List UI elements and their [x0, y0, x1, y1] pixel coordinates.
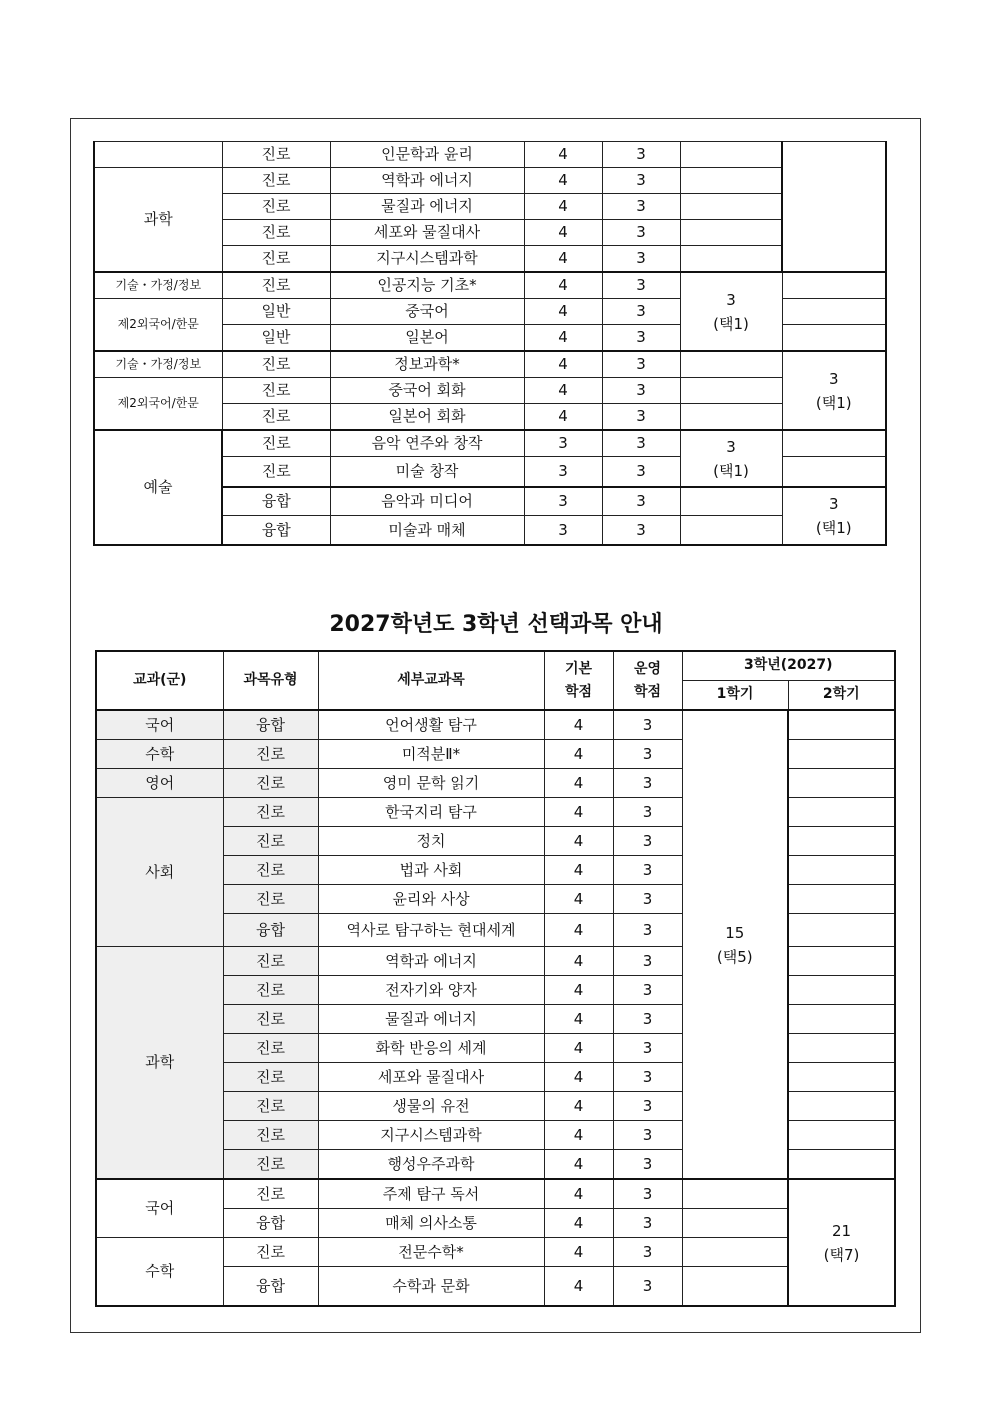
group-cell: 기술・가정/정보	[94, 351, 222, 378]
op-credit-cell: 3	[613, 885, 682, 914]
type-cell: 진로	[222, 272, 330, 299]
type-cell: 진로	[223, 1150, 318, 1180]
sem1-cell	[680, 194, 782, 220]
op-credit-cell: 3	[602, 168, 680, 194]
op-credit-cell: 3	[602, 404, 680, 431]
group-cell: 기술・가정/정보	[94, 272, 222, 299]
sem2-cell	[788, 827, 895, 856]
base-credit-cell: 4	[544, 1121, 613, 1150]
subject-cell: 역사로 탐구하는 현대세계	[318, 914, 544, 947]
select-count: 3	[828, 369, 839, 388]
op-credit-cell: 3	[613, 710, 682, 740]
sem2-cell	[788, 976, 895, 1005]
sem2-cell	[782, 299, 886, 325]
group-cell: 수학	[96, 740, 223, 769]
group-cell: 국어	[96, 710, 223, 740]
select-note: (택1)	[713, 314, 749, 333]
base-credit-cell: 4	[544, 1179, 613, 1209]
op-credit-cell: 3	[613, 914, 682, 947]
sem1-cell	[682, 1267, 788, 1307]
sem2-cell	[788, 1034, 895, 1063]
sem2-cell	[782, 430, 886, 457]
subject-cell: 정보과학*	[330, 351, 524, 378]
sem2-cell	[788, 1092, 895, 1121]
op-credit-cell: 3	[613, 1209, 682, 1238]
base-credit-cell: 4	[524, 351, 602, 378]
subject-cell: 전문수학*	[318, 1238, 544, 1267]
subject-cell: 음악 연주와 창작	[330, 430, 524, 457]
sem2-select-cell	[782, 487, 886, 545]
type-cell: 진로	[222, 351, 330, 378]
header-row	[96, 651, 895, 681]
op-credit-cell: 3	[613, 976, 682, 1005]
subject-cell: 정치	[318, 827, 544, 856]
type-cell: 진로	[223, 885, 318, 914]
type-cell: 진로	[223, 1063, 318, 1092]
group-cell: 제2외국어/한문	[94, 299, 222, 352]
sem2-cell	[782, 457, 886, 488]
subject-cell: 한국지리 탐구	[318, 798, 544, 827]
table-row	[96, 710, 895, 740]
type-cell: 진로	[223, 947, 318, 976]
subject-cell: 역학과 에너지	[318, 947, 544, 976]
base-credit-cell: 4	[544, 1267, 613, 1307]
base-credit-cell: 3	[524, 430, 602, 457]
header-type: 과목유형	[223, 651, 318, 710]
subject-cell: 매체 의사소통	[318, 1209, 544, 1238]
base-credit-cell: 4	[544, 947, 613, 976]
group-cell: 국어	[96, 1179, 223, 1238]
op-credit-cell: 3	[613, 827, 682, 856]
base-credit-cell: 3	[524, 487, 602, 516]
base-credit-cell: 4	[544, 1063, 613, 1092]
sem2-cell	[788, 1121, 895, 1150]
type-cell: 일반	[222, 299, 330, 325]
sem2-cell	[788, 740, 895, 769]
sem2-cell	[788, 1150, 895, 1180]
base-credit-cell: 4	[544, 1209, 613, 1238]
base-credit-cell: 4	[544, 1005, 613, 1034]
subject-cell: 지구시스템과학	[330, 246, 524, 273]
subject-cell: 인공지능 기초*	[330, 272, 524, 299]
sem1-cell	[680, 351, 782, 378]
sem1-cell	[682, 1179, 788, 1209]
subject-cell: 물질과 에너지	[330, 194, 524, 220]
op-credit-cell: 3	[613, 1238, 682, 1267]
group-cell: 수학	[96, 1238, 223, 1307]
type-cell: 진로	[223, 1034, 318, 1063]
header-base-line1: 기본	[564, 661, 593, 678]
sem1-select-cell	[680, 272, 782, 351]
base-credit-cell: 4	[524, 142, 602, 168]
base-credit-cell: 4	[524, 325, 602, 352]
base-credit-cell: 4	[524, 220, 602, 246]
subject-cell: 언어생활 탐구	[318, 710, 544, 740]
op-credit-cell: 3	[602, 516, 680, 546]
base-credit-cell: 3	[524, 516, 602, 546]
select-count: 21	[831, 1221, 852, 1240]
sem2-cell	[782, 325, 886, 352]
header-subject: 세부교과목	[318, 651, 544, 710]
type-cell: 융합	[222, 516, 330, 546]
type-cell: 진로	[223, 976, 318, 1005]
group-cell: 제2외국어/한문	[94, 378, 222, 431]
op-credit-cell: 3	[602, 299, 680, 325]
type-cell: 진로	[222, 142, 330, 168]
subject-cell: 인문학과 윤리	[330, 142, 524, 168]
base-credit-cell: 4	[544, 1034, 613, 1063]
sem2-cell	[788, 1063, 895, 1092]
op-credit-cell: 3	[613, 1121, 682, 1150]
type-cell: 융합	[223, 710, 318, 740]
op-credit-cell: 3	[613, 769, 682, 798]
sem1-cell	[680, 142, 782, 168]
table-row	[94, 168, 886, 194]
op-credit-cell: 3	[613, 1092, 682, 1121]
base-credit-cell: 4	[544, 710, 613, 740]
subject-cell: 세포와 물질대사	[318, 1063, 544, 1092]
base-credit-cell: 4	[544, 1150, 613, 1180]
base-credit-cell: 4	[524, 246, 602, 273]
top-course-table	[93, 141, 887, 546]
header-base-line2: 학점	[564, 683, 593, 700]
base-credit-cell: 4	[544, 1238, 613, 1267]
type-cell: 진로	[222, 378, 330, 404]
base-credit-cell: 3	[524, 457, 602, 488]
header-grade: 3학년(2027)	[682, 651, 895, 681]
op-credit-cell: 3	[613, 798, 682, 827]
sem1-cell	[680, 516, 782, 546]
subject-cell: 전자기와 양자	[318, 976, 544, 1005]
subject-cell: 중국어 회화	[330, 378, 524, 404]
base-credit-cell: 4	[544, 914, 613, 947]
type-cell: 진로	[223, 1005, 318, 1034]
type-cell: 진로	[223, 1179, 318, 1209]
base-credit-cell: 4	[544, 1092, 613, 1121]
select-note: (택1)	[815, 393, 852, 412]
type-cell: 융합	[223, 914, 318, 947]
select-count: 3	[828, 495, 839, 513]
type-cell: 진로	[223, 769, 318, 798]
sem1-cell	[680, 378, 782, 404]
type-cell: 진로	[222, 220, 330, 246]
subject-cell: 주제 탐구 독서	[318, 1179, 544, 1209]
table-row	[94, 142, 886, 168]
op-credit-cell: 3	[602, 378, 680, 404]
select-note: (택1)	[815, 519, 852, 537]
header-op-line1: 운영	[633, 661, 662, 678]
subject-cell: 세포와 물질대사	[330, 220, 524, 246]
select-note: (택5)	[716, 947, 753, 966]
op-credit-cell: 3	[602, 272, 680, 299]
subject-cell: 미술과 매체	[330, 516, 524, 546]
base-credit-cell: 4	[544, 798, 613, 827]
base-credit-cell: 4	[524, 168, 602, 194]
type-cell: 일반	[222, 325, 330, 352]
sem1-cell	[680, 220, 782, 246]
base-credit-cell: 4	[524, 299, 602, 325]
type-cell: 진로	[222, 430, 330, 457]
type-cell: 진로	[223, 856, 318, 885]
op-credit-cell: 3	[613, 1179, 682, 1209]
subject-cell: 윤리와 사상	[318, 885, 544, 914]
grade3-course-table	[95, 650, 896, 1307]
type-cell: 진로	[222, 404, 330, 431]
subject-cell: 영미 문학 읽기	[318, 769, 544, 798]
table-row	[94, 272, 886, 299]
op-credit-cell: 3	[613, 1034, 682, 1063]
type-cell: 진로	[222, 246, 330, 273]
header-op-line2: 학점	[633, 683, 662, 700]
base-credit-cell: 4	[524, 194, 602, 220]
subject-cell: 화학 반응의 세계	[318, 1034, 544, 1063]
sem1-cell	[680, 404, 782, 431]
op-credit-cell: 3	[613, 1063, 682, 1092]
select-count: 3	[726, 437, 736, 456]
op-credit-cell: 3	[602, 457, 680, 488]
type-cell: 진로	[223, 1092, 318, 1121]
type-cell: 진로	[223, 1121, 318, 1150]
type-cell: 진로	[222, 457, 330, 488]
type-cell: 진로	[223, 827, 318, 856]
sem1-cell	[680, 487, 782, 516]
op-credit-cell: 3	[602, 142, 680, 168]
op-credit-cell: 3	[602, 487, 680, 516]
base-credit-cell: 4	[544, 769, 613, 798]
header-sem2: 2학기	[788, 681, 895, 711]
op-credit-cell: 3	[602, 194, 680, 220]
group-cell: 사회	[96, 798, 223, 947]
base-credit-cell: 4	[544, 740, 613, 769]
group-cell: 영어	[96, 769, 223, 798]
subject-cell: 중국어	[330, 299, 524, 325]
sem2-cell	[788, 914, 895, 947]
select-note: (택7)	[823, 1245, 860, 1264]
table-row	[94, 430, 886, 457]
sem2-cell	[788, 856, 895, 885]
group-cell: 과학	[96, 947, 223, 1180]
sem2-cell	[788, 1005, 895, 1034]
op-credit-cell: 3	[613, 1267, 682, 1307]
sem2-select-cell	[782, 351, 886, 430]
page-title: 2027학년도 3학년 선택과목 안내	[329, 612, 663, 637]
op-credit-cell: 3	[613, 1005, 682, 1034]
select-count: 3	[726, 290, 736, 309]
table-row	[96, 1238, 895, 1267]
group-cell: 예술	[94, 430, 222, 545]
subject-cell: 물질과 에너지	[318, 1005, 544, 1034]
op-credit-cell: 3	[613, 856, 682, 885]
sem1-cell	[682, 1238, 788, 1267]
group-cell: 과학	[94, 168, 222, 273]
sem2-cell	[782, 142, 886, 273]
op-credit-cell: 3	[602, 246, 680, 273]
subject-cell: 생물의 유전	[318, 1092, 544, 1121]
subject-cell: 일본어	[330, 325, 524, 352]
header-sem1: 1학기	[682, 681, 788, 711]
header-op-credit	[613, 651, 682, 710]
sem2-cell	[788, 769, 895, 798]
select-count: 15	[725, 923, 745, 942]
type-cell: 진로	[223, 740, 318, 769]
table-row	[96, 1179, 895, 1209]
subject-cell: 미적분Ⅱ*	[318, 740, 544, 769]
op-credit-cell: 3	[602, 351, 680, 378]
subject-cell: 일본어 회화	[330, 404, 524, 431]
op-credit-cell: 3	[613, 947, 682, 976]
group-cell	[94, 142, 222, 168]
type-cell: 융합	[222, 487, 330, 516]
select-note: (택1)	[713, 461, 749, 480]
base-credit-cell: 4	[544, 976, 613, 1005]
op-credit-cell: 3	[602, 220, 680, 246]
type-cell: 진로	[223, 798, 318, 827]
type-cell: 융합	[223, 1267, 318, 1307]
sem2-cell	[788, 885, 895, 914]
type-cell: 진로	[223, 1238, 318, 1267]
base-credit-cell: 4	[544, 856, 613, 885]
subject-cell: 미술 창작	[330, 457, 524, 488]
op-credit-cell: 3	[602, 430, 680, 457]
subject-cell: 법과 사회	[318, 856, 544, 885]
type-cell: 진로	[222, 168, 330, 194]
base-credit-cell: 4	[524, 378, 602, 404]
table-row	[94, 351, 886, 378]
op-credit-cell: 3	[613, 740, 682, 769]
subject-cell: 음악과 미디어	[330, 487, 524, 516]
sem2-cell	[782, 272, 886, 299]
base-credit-cell: 4	[524, 272, 602, 299]
sem1-cell	[680, 168, 782, 194]
op-credit-cell: 3	[602, 325, 680, 352]
type-cell: 융합	[223, 1209, 318, 1238]
table-row	[94, 378, 886, 404]
base-credit-cell: 4	[544, 827, 613, 856]
sem1-cell	[682, 1209, 788, 1238]
subject-cell: 역학과 에너지	[330, 168, 524, 194]
subject-cell: 수학과 문화	[318, 1267, 544, 1307]
base-credit-cell: 4	[544, 885, 613, 914]
sem1-select-cell	[680, 430, 782, 487]
op-credit-cell: 3	[613, 1150, 682, 1180]
subject-cell: 행성우주과학	[318, 1150, 544, 1180]
sem2-cell	[788, 798, 895, 827]
base-credit-cell: 4	[524, 404, 602, 431]
sem2-cell	[788, 710, 895, 740]
subject-cell: 지구시스템과학	[318, 1121, 544, 1150]
sem2-cell	[788, 947, 895, 976]
header-group: 교과(군)	[96, 651, 223, 710]
sem1-select-cell	[682, 710, 788, 1179]
header-base-credit	[544, 651, 613, 710]
type-cell: 진로	[222, 194, 330, 220]
sem2-select-cell	[788, 1179, 895, 1306]
sem1-cell	[680, 246, 782, 273]
